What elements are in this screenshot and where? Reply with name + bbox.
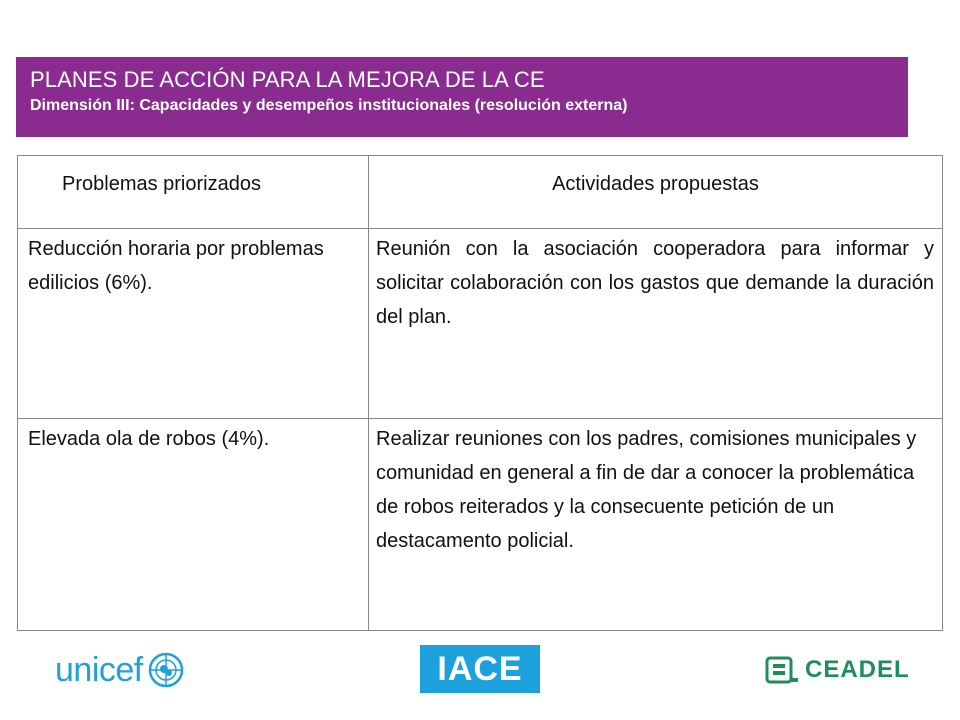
action-plan-table [17,155,943,631]
problem-cell: Reducción horaria por problemas edilicios (6%). [18,229,369,419]
unicef-wordmark: unicef [55,650,143,689]
activity-cell: Reunión con la asociación cooperadora para informar y solicitar colaboración con los gastos que demande la duración del plan. [369,229,943,419]
table-header-row [18,156,943,229]
slide-title: PLANES DE ACCIÓN PARA LA MEJORA DE LA CE [30,67,545,92]
unicef-logo [55,649,185,691]
unicef-emblem-icon [147,651,185,689]
table-row [18,419,943,631]
slide-subtitle: Dimensión III: Capacidades y desempeños institucionales (resolución externa) [30,97,628,114]
problem-cell: Elevada ola de robos (4%). [18,419,369,631]
iace-logo: IACE [420,645,540,693]
ceadel-wordmark: CEADEL [805,656,910,683]
header-banner [16,57,908,137]
column-header-problems: Problemas priorizados [18,156,369,229]
activity-cell: Realizar reuniones con los padres, comisiones municipales y comunidad en general a fin de dar a conocer la problemática de robos reiterados y la consecuente petición de un destacamento policial. [369,419,943,631]
ceadel-logo [765,652,910,688]
table-row [18,229,943,419]
ceadel-mark-icon [765,655,799,685]
column-header-activities: Actividades propuestas [369,156,943,229]
